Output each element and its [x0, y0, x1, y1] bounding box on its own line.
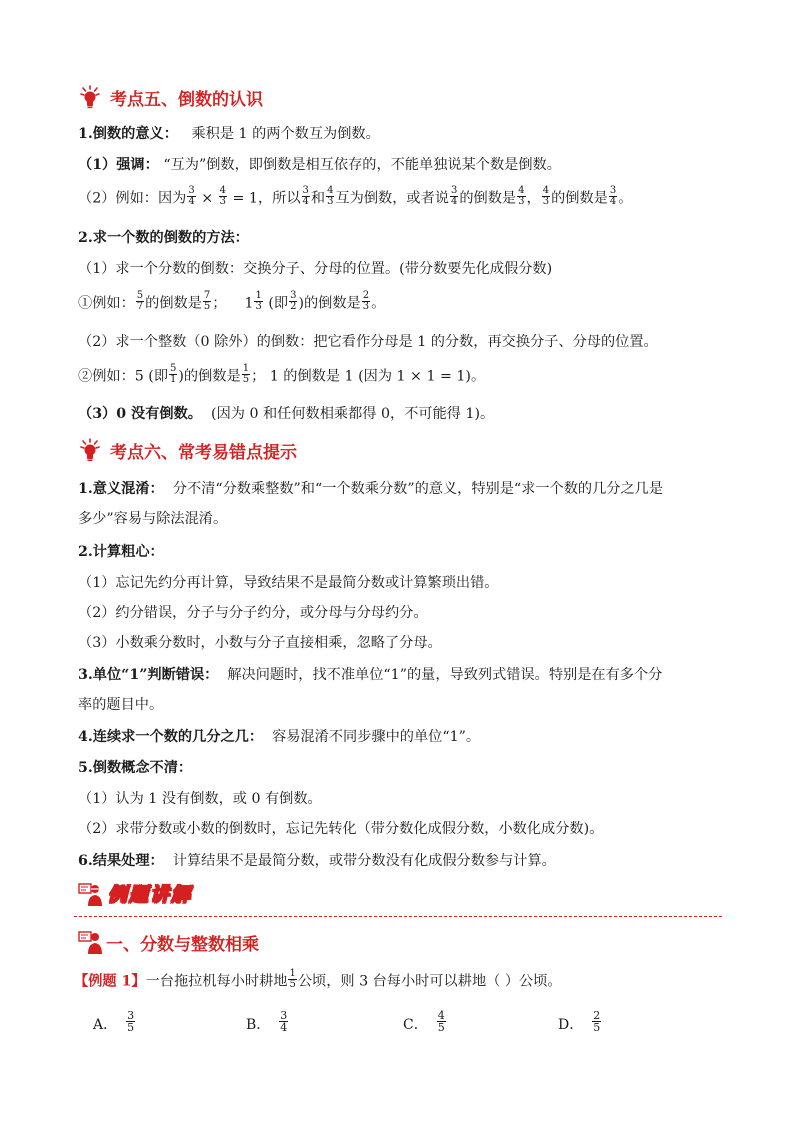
fraction [279, 1010, 288, 1033]
fraction [288, 969, 296, 990]
question-1 [74, 968, 562, 992]
fraction [219, 186, 227, 207]
fraction [203, 291, 211, 312]
denominator: 5 [203, 301, 211, 312]
numerator: 4 [518, 185, 525, 196]
question-text: 一台拖拉机每小时耕地 [145, 973, 288, 990]
zero-note-label: （3）0 没有倒数。 [78, 406, 202, 422]
text-segment: )的倒数是 [178, 368, 241, 385]
definition-text: 乘积是 1 的两个数互为倒数。 [191, 126, 380, 142]
denominator: 4 [302, 196, 309, 207]
fraction [609, 186, 617, 207]
tip3-text: 解决问题时，找不准单位“1”的量，导致列式错误。特别是在有多个分 [227, 667, 663, 683]
numerator: 3 [280, 1009, 288, 1022]
text-segment: ， [526, 190, 541, 207]
tip1-continuation: 多少”容易与除法混淆。 [78, 511, 228, 527]
denominator: 4 [188, 196, 195, 207]
example-line-1 [78, 185, 633, 209]
text-segment: 互为倒数，或者说 [335, 190, 449, 207]
method-heading: 2.求一个数的倒数的方法： [78, 230, 249, 246]
subsection-title: 一、分数与整数相乘 [106, 934, 259, 955]
dashed-divider [74, 916, 722, 917]
zero-note-text: (因为 0 和任何数相乘都得 0，不可能得 1)。 [211, 406, 495, 422]
numerator: 1 [289, 968, 296, 979]
teacher-icon [78, 929, 104, 955]
denominator: 1 [170, 374, 177, 385]
tip3-continuation: 率的题目中。 [78, 697, 164, 713]
option-label: B． [246, 1016, 271, 1033]
tip5-item-1: （1）认为 1 没有倒数，或 0 有倒数。 [78, 791, 322, 807]
text-segment: × [196, 190, 218, 207]
tip5-heading: 5.倒数概念不清： [78, 760, 193, 776]
fraction [362, 291, 370, 312]
fraction [437, 1010, 446, 1033]
definition-line [78, 124, 380, 144]
numerator: 3 [450, 185, 458, 196]
tip4-line [78, 727, 480, 747]
fraction [254, 291, 262, 312]
question-tag: 【例题 1】 [74, 973, 146, 990]
tip6-text: 计算结果不是最简分数，或带分数没有化成假分数参与计算。 [172, 853, 556, 869]
text-segment: 的倒数是 [551, 190, 608, 207]
numerator: 1 [242, 363, 250, 374]
tip1-line [78, 479, 663, 499]
subsection-heading [78, 928, 259, 956]
option-label: A． [93, 1016, 118, 1033]
numerator: 3 [188, 185, 195, 196]
section5-title: 考点五、倒数的认识 [110, 89, 263, 110]
tip5-item-2: （2）求带分数或小数的倒数时，忘记先转化（带分数化成假分数，小数化成分数)。 [78, 821, 604, 837]
text-segment: 。 [371, 295, 386, 312]
fraction [169, 364, 177, 385]
tip3-label: 3.单位“1”判断错误： [78, 667, 219, 683]
denominator: 3 [255, 301, 262, 312]
option-d[interactable] [558, 1009, 602, 1035]
numerator: 3 [127, 1009, 135, 1022]
denominator: 4 [450, 196, 458, 207]
option-label: D． [558, 1016, 584, 1033]
denominator: 5 [242, 374, 250, 385]
denominator: 3 [518, 196, 525, 207]
tip4-text: 容易混淆不同步骤中的单位“1”。 [272, 729, 481, 745]
example-line-3 [78, 363, 486, 387]
definition-label: 1.倒数的意义： [78, 126, 178, 142]
text-segment: (即 [268, 295, 289, 312]
numerator: 1 [255, 290, 262, 301]
text-segment: 的倒数是 [459, 190, 517, 207]
option-a[interactable] [93, 1009, 136, 1035]
tip6-line [78, 851, 556, 871]
fraction [542, 186, 550, 207]
examples-banner-title: 例题讲解 [108, 884, 193, 906]
numerator: 4 [219, 185, 227, 196]
text-segment: 。 [618, 190, 633, 207]
denominator: 2 [290, 301, 297, 312]
numerator: 4 [327, 185, 334, 196]
numerator: 3 [290, 290, 297, 301]
tip2-item-1: （1）忘记先约分再计算，导致结果不是最简分数或计算繁琐出错。 [78, 575, 499, 591]
fraction [126, 1010, 135, 1033]
denominator: 4 [280, 1021, 288, 1034]
denominator: 5 [437, 1021, 445, 1034]
option-b[interactable] [246, 1009, 289, 1035]
tip2-item-2: （2）约分错误，分子与分子约分，或分母与分母约分。 [78, 605, 428, 621]
denominator: 4 [609, 196, 617, 207]
text-segment: （2）例如：因为 [78, 190, 187, 207]
fraction [187, 186, 195, 207]
text-segment: ①例如： [78, 295, 135, 312]
option-c[interactable] [403, 1009, 447, 1035]
mixed-integer: 1 [244, 295, 254, 312]
fraction [592, 1010, 601, 1033]
emphasis-line [78, 155, 561, 175]
numerator: 5 [170, 363, 177, 374]
section5-heading [78, 83, 263, 111]
numerator: 4 [542, 185, 550, 196]
text-segment: = 1，所以 [228, 190, 301, 207]
tip1-label: 1.意义混淆： [78, 481, 164, 497]
teacher-icon [78, 881, 104, 907]
section6-heading [78, 436, 297, 464]
fraction [326, 186, 334, 207]
denominator: 5 [289, 979, 296, 990]
zero-note-line [78, 404, 494, 424]
denominator: 3 [327, 196, 334, 207]
fraction [302, 186, 310, 207]
tip6-label: 6.结果处理： [78, 853, 164, 869]
examples-banner [78, 880, 192, 907]
text-segment: ②例如：5 (即 [78, 368, 169, 385]
numerator: 7 [203, 290, 211, 301]
emphasis-text: “互为”倒数，即倒数是相互依存的，不能单独说某个数是倒数。 [163, 157, 561, 173]
section6-title: 考点六、常考易错点提示 [110, 442, 297, 463]
fraction [136, 291, 144, 312]
numerator: 2 [362, 290, 370, 301]
text-segment: ； [212, 295, 227, 312]
option-label: C． [403, 1016, 428, 1033]
method-step-2: （2）求一个整数（0 除外）的倒数：把它看作分母是 1 的分数，再交换分子、分母的位置。 [78, 334, 658, 350]
numerator: 5 [136, 290, 144, 301]
numerator: 3 [609, 185, 617, 196]
text-segment: ； 1 的倒数是 1 (因为 1 × 1 = 1)。 [251, 368, 486, 385]
text-segment: 的倒数是 [145, 295, 202, 312]
denominator: 7 [136, 301, 144, 312]
denominator: 3 [362, 301, 370, 312]
tip4-label: 4.连续求一个数的几分之几： [78, 729, 264, 745]
lightbulb-icon [78, 85, 104, 109]
tip2-heading: 2.计算粗心： [78, 544, 164, 560]
text-segment: )的倒数是 [298, 295, 361, 312]
denominator: 5 [593, 1021, 601, 1034]
numerator: 2 [593, 1009, 601, 1022]
emphasis-label: （1）强调： [78, 157, 159, 173]
fraction [517, 186, 525, 207]
tip1-text: 分不清“分数乘整数”和“一个数乘分数”的意义，特别是“求一个数的几分之几是 [172, 481, 664, 497]
numerator: 4 [437, 1009, 445, 1022]
fraction [242, 364, 250, 385]
fraction [450, 186, 458, 207]
text-segment: 和 [310, 190, 326, 207]
fraction [289, 291, 297, 312]
numerator: 3 [302, 185, 309, 196]
denominator: 5 [127, 1021, 135, 1034]
tip2-item-3: （3）小数乘分数时，小数与分子直接相乘，忽略了分母。 [78, 635, 442, 651]
tip3-line [78, 665, 662, 685]
denominator: 3 [542, 196, 550, 207]
example-line-2 [78, 290, 386, 314]
method-step-1: （1）求一个分数的倒数：交换分子、分母的位置。(带分数要先化成假分数) [78, 261, 553, 277]
denominator: 3 [219, 196, 227, 207]
lightbulb-icon [78, 438, 104, 462]
question-text: 公顷，则 3 台每小时可以耕地（ ）公顷。 [297, 973, 562, 990]
